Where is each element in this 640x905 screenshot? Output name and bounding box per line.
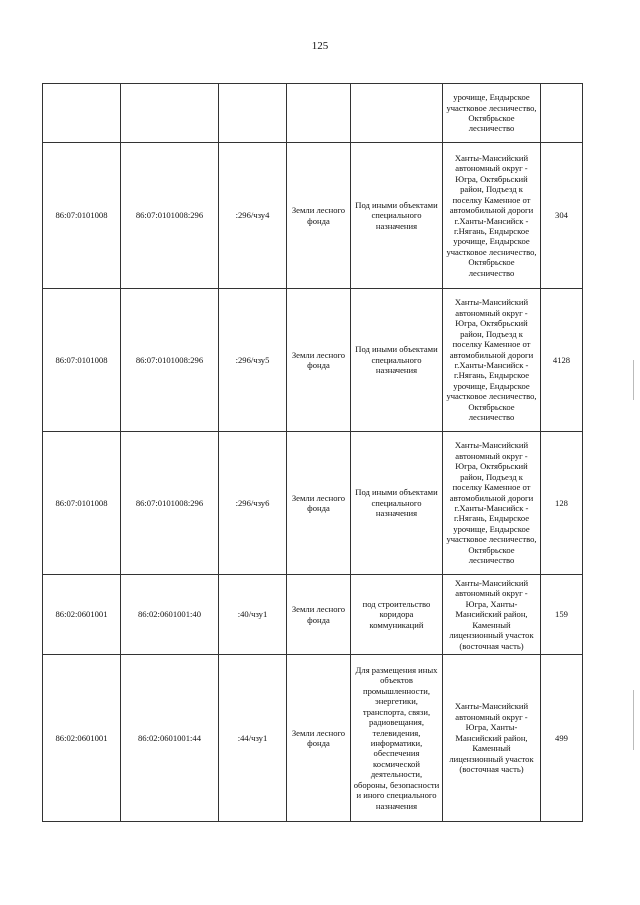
part-number-cell: :296/чзу4 — [219, 143, 287, 289]
address-cell: Ханты-Мансийский автономный округ - Югра, Октябрьский район, Подъезд к поселку Каменное от автомобильной дороги г.Ханты-Мансийск - г.Нягань, Ендырское урочище, Ендырское участковое лесничество, Октябрьское лесничество — [443, 143, 541, 289]
cadastral-quarter-cell: 86:02:0601001 — [43, 575, 121, 655]
table-row — [43, 655, 583, 822]
address-cell: урочище, Ендырское участковое лесничество, Октябрьское лесничество — [443, 84, 541, 143]
part-number-cell: :44/чзу1 — [219, 655, 287, 822]
table-row — [43, 289, 583, 432]
cadastral-number-cell: 86:07:0101008:296 — [121, 143, 219, 289]
cadastral-number-cell: 86:07:0101008:296 — [121, 432, 219, 575]
table-row — [43, 143, 583, 289]
land-category-cell: Земли лесного фонда — [287, 289, 351, 432]
cadastral-quarter-cell: 86:07:0101008 — [43, 432, 121, 575]
land-category-cell: Земли лесного фонда — [287, 432, 351, 575]
area-cell — [541, 84, 583, 143]
address-cell: Ханты-Мансийский автономный округ - Югра, Ханты-Мансийский район, Каменный лицензионный участок (восточная часть) — [443, 575, 541, 655]
table-row — [43, 575, 583, 655]
part-number-cell: :296/чзу6 — [219, 432, 287, 575]
cadastral-number-cell: 86:02:0601001:44 — [121, 655, 219, 822]
cadastral-quarter-cell — [43, 84, 121, 143]
address-cell: Ханты-Мансийский автономный округ - Югра, Ханты-Мансийский район, Каменный лицензионный участок (восточная часть) — [443, 655, 541, 822]
land-plots-table — [42, 83, 583, 822]
permitted-use-cell — [351, 84, 443, 143]
cadastral-number-cell — [121, 84, 219, 143]
page-number: 125 — [311, 40, 329, 52]
area-cell: 159 — [541, 575, 583, 655]
permitted-use-cell: Под иными объектами специального назначения — [351, 289, 443, 432]
address-cell: Ханты-Мансийский автономный округ - Югра, Октябрьский район, Подъезд к поселку Каменное от автомобильной дороги г.Ханты-Мансийск - г.Нягань, Ендырское урочище, Ендырское участковое лесничество, Октябрьское лесничество — [443, 432, 541, 575]
table-row — [43, 84, 583, 143]
part-number-cell: :40/чзу1 — [219, 575, 287, 655]
scan-edge-mark — [633, 360, 634, 400]
area-cell: 128 — [541, 432, 583, 575]
part-number-cell: :296/чзу5 — [219, 289, 287, 432]
permitted-use-cell: Под иными объектами специального назначения — [351, 432, 443, 575]
address-cell: Ханты-Мансийский автономный округ - Югра, Октябрьский район, Подъезд к поселку Каменное от автомобильной дороги г.Ханты-Мансийск - г.Нягань, Ендырское урочище, Ендырское участковое лесничество, Октябрьское лесничество — [443, 289, 541, 432]
permitted-use-cell: Для размещения иных объектов промышленности, энергетики, транспорта, связи, радиовещания, телевидения, информатики, обеспечения космической деятельности, обороны, безопасности и иного специального назначения — [351, 655, 443, 822]
cadastral-number-cell: 86:07:0101008:296 — [121, 289, 219, 432]
area-cell: 4128 — [541, 289, 583, 432]
cadastral-quarter-cell: 86:07:0101008 — [43, 289, 121, 432]
land-category-cell: Земли лесного фонда — [287, 575, 351, 655]
area-cell: 304 — [541, 143, 583, 289]
permitted-use-cell: Под иными объектами специального назначения — [351, 143, 443, 289]
cadastral-quarter-cell: 86:07:0101008 — [43, 143, 121, 289]
permitted-use-cell: под строительство коридора коммуникаций — [351, 575, 443, 655]
table-row — [43, 432, 583, 575]
area-cell: 499 — [541, 655, 583, 822]
land-category-cell: Земли лесного фонда — [287, 655, 351, 822]
land-category-cell — [287, 84, 351, 143]
land-category-cell: Земли лесного фонда — [287, 143, 351, 289]
part-number-cell — [219, 84, 287, 143]
scan-edge-mark — [633, 690, 634, 750]
cadastral-quarter-cell: 86:02:0601001 — [43, 655, 121, 822]
cadastral-number-cell: 86:02:0601001:40 — [121, 575, 219, 655]
